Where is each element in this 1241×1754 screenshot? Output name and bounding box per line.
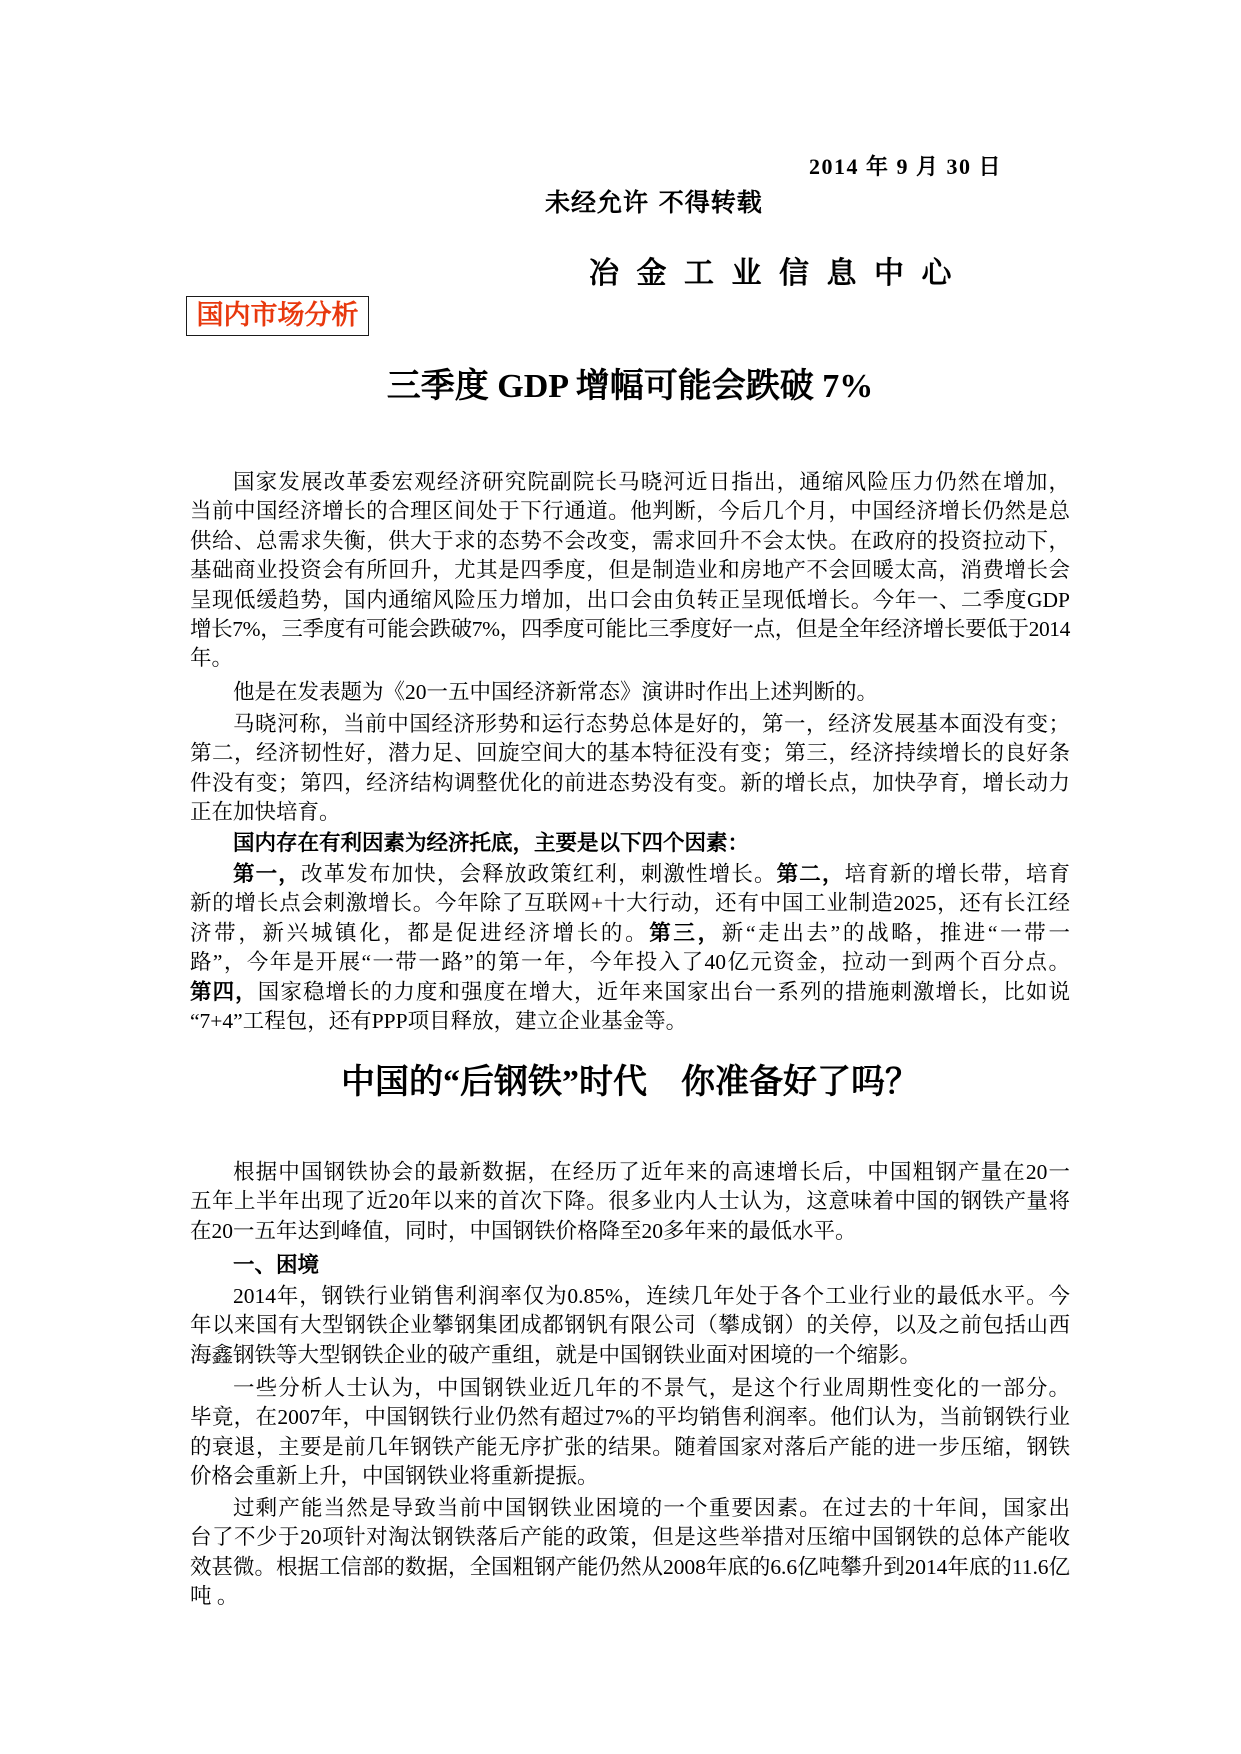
paragraph-line: 台了不少于20项针对淘汰钢铁落后产能的政策，但是这些举措对压缩中国钢铁的总体产能收 [190,1525,1070,1550]
paragraph-line: 年以来国有大型钢铁企业攀钢集团成都钢钒有限公司（攀成钢）的关停，以及之前包括山西 [190,1313,1070,1338]
article-1-paragraph-5 [190,860,1070,1036]
paragraph-line: 效甚微。根据工信部的数据，全国粗钢产能仍然从2008年底的6.6亿吨攀升到2014年底的11.6亿 [190,1554,1070,1579]
paragraph-line: 吨 。 [190,1584,239,1609]
paragraph-line: 2014年，钢铁行业销售利润率仅为0.85%，连续几年处于各个工业行业的最低水平。今 [233,1284,1070,1308]
article-2-paragraph-4 [190,1494,1070,1612]
paragraph-line: 的衰退，主要是前几年钢铁产能无序扩张的结果。随着国家对落后产能的进一步压缩，钢铁 [190,1434,1070,1459]
paragraph-line [190,860,1070,889]
paragraph-line: 一些分析人士认为，中国钢铁业近几年的不景气，是这个行业周期性变化的一部分。 [233,1376,1070,1400]
paragraph-line: 增长7%，三季度有可能会跌破7%，四季度可能比三季度好一点，但是全年经济增长要低于2014 [190,616,1070,641]
section-tag [186,296,369,336]
article-2-paragraph-1 [190,1158,1070,1246]
paragraph-line: 过剩产能当然是导致当前中国钢铁业困境的一个重要因素。在过去的十年间，国家出 [233,1496,1070,1520]
article-1-title: 三季度 GDP 增幅可能会跌破 7% [386,368,874,405]
paragraph-line: 国家发展改革委宏观经济研究院副院长马晓河近日指出，通缩风险压力仍然在增加， [233,470,1070,494]
paragraph-line: 根据中国钢铁协会的最新数据，在经历了近年来的高速增长后，中国粗钢产量在20一 [233,1160,1070,1184]
paragraph-line: 马晓河称，当前中国经济形势和运行态势总体是好的，第一，经济发展基本面没有变； [233,712,1070,736]
paragraph-line: 正在加快培育。 [190,800,341,825]
reprint-notice: 未经允许 不得转载 [545,188,763,217]
line-text: “7+4”工程包，还有PPP项目释放，建立企业基金等。 [190,1008,688,1033]
paragraph-line: 年。 [190,646,234,671]
bold-lead-in: 第三， [649,920,722,945]
paragraph-line [190,889,1070,918]
paragraph-line [190,1007,1070,1036]
paragraph-line: 呈现低缓趋势，国内通缩风险压力增加，出口会由负转正呈现低增长。今年一、二季度GDP [190,587,1070,612]
article-2-section-heading [190,1251,1070,1280]
line-text: 路”，今年是开展“一带一路”的第一年，今年投入了40亿元资金，拉动一到两个百分点。 [190,950,1070,975]
line-text: 国家稳增长的力度和强度在增大，近年来国家出台一系列的措施刺激增长，比如说 [257,979,1070,1004]
line-text: 新“走出去”的战略，推进“一带一 [721,920,1070,945]
article-1-paragraph-2 [190,678,1070,707]
document-date: 2014 年 9 月 30 日 [809,154,1003,179]
line-text: 培育新的增长带，培育 [844,862,1070,886]
section-heading-text: 一、困境 [233,1253,320,1277]
paragraph-line: 毕竟，在2007年，中国钢铁行业仍然有超过7%的平均销售利润率。他们认为，当前钢铁行业 [190,1405,1070,1430]
section-tag-label: 国内市场分析 [196,300,359,331]
paragraph-line: 五年上半年出现了近20年以来的首次下降。很多业内人士认为，这意味着中国的钢铁产量将 [190,1189,1070,1214]
article-1-paragraph-3 [190,710,1070,828]
bold-lead-in: 第一， [233,862,301,886]
article-2-paragraph-3 [190,1374,1070,1492]
bold-lead-in: 第二， [776,862,845,886]
paragraph-line: 第二，经济韧性好，潜力足、回旋空间大的基本特征没有变；第三，经济持续增长的良好条 [190,741,1070,766]
paragraph-line [190,978,1070,1007]
paragraph-line: 基础商业投资会有所回升，尤其是四季度，但是制造业和房地产不会回暖太高，消费增长会 [190,558,1070,583]
paragraph-line: 供给、总需求失衡，供大于求的态势不会改变，需求回升不会太快。在政府的投资拉动下， [190,528,1070,553]
article-2-paragraph-2 [190,1282,1070,1370]
paragraph-line: 在20一五年达到峰值，同时，中国钢铁价格降至20多年来的最低水平。 [190,1218,857,1243]
line-text: 新的增长点会刺激增长。今年除了互联网+十大行动，还有中国工业制造2025，还有长江经 [190,891,1070,916]
line-text: 济带，新兴城镇化，都是促进经济增长的。 [190,920,650,945]
article-1-bold-lead [190,829,1070,858]
paragraph-line [190,948,1070,977]
publisher-name: 冶 金 工 业 信 息 中 心 [589,257,957,290]
paragraph-line: 海鑫钢铁等大型钢铁企业的破产重组，就是中国钢铁业面对困境的一个缩影。 [190,1342,922,1367]
paragraph-line: 国内存在有利因素为经济托底，主要是以下四个因素： [233,831,750,855]
line-text: 改革发布加快，会释放政策红利，刺激性增长。 [300,862,777,886]
paragraph-line: 价格会重新上升，中国钢铁业将重新提振。 [190,1464,599,1489]
paragraph-line: 当前中国经济增长的合理区间处于下行通道。他判断，今后几个月，中国经济增长仍然是总 [190,499,1070,524]
paragraph-line [190,919,1070,948]
article-2-title: 中国的“后钢铁”时代 你准备好了吗？ [341,1064,919,1101]
bold-lead-in: 第四， [190,979,258,1004]
paragraph-line: 件没有变；第四，经济结构调整优化的前进态势没有变。新的增长点，加快孕育，增长动力 [190,770,1070,795]
paragraph-line: 他是在发表题为《20一五中国经济新常态》演讲时作出上述判断的。 [233,680,879,704]
article-1-paragraph-1 [190,468,1070,674]
